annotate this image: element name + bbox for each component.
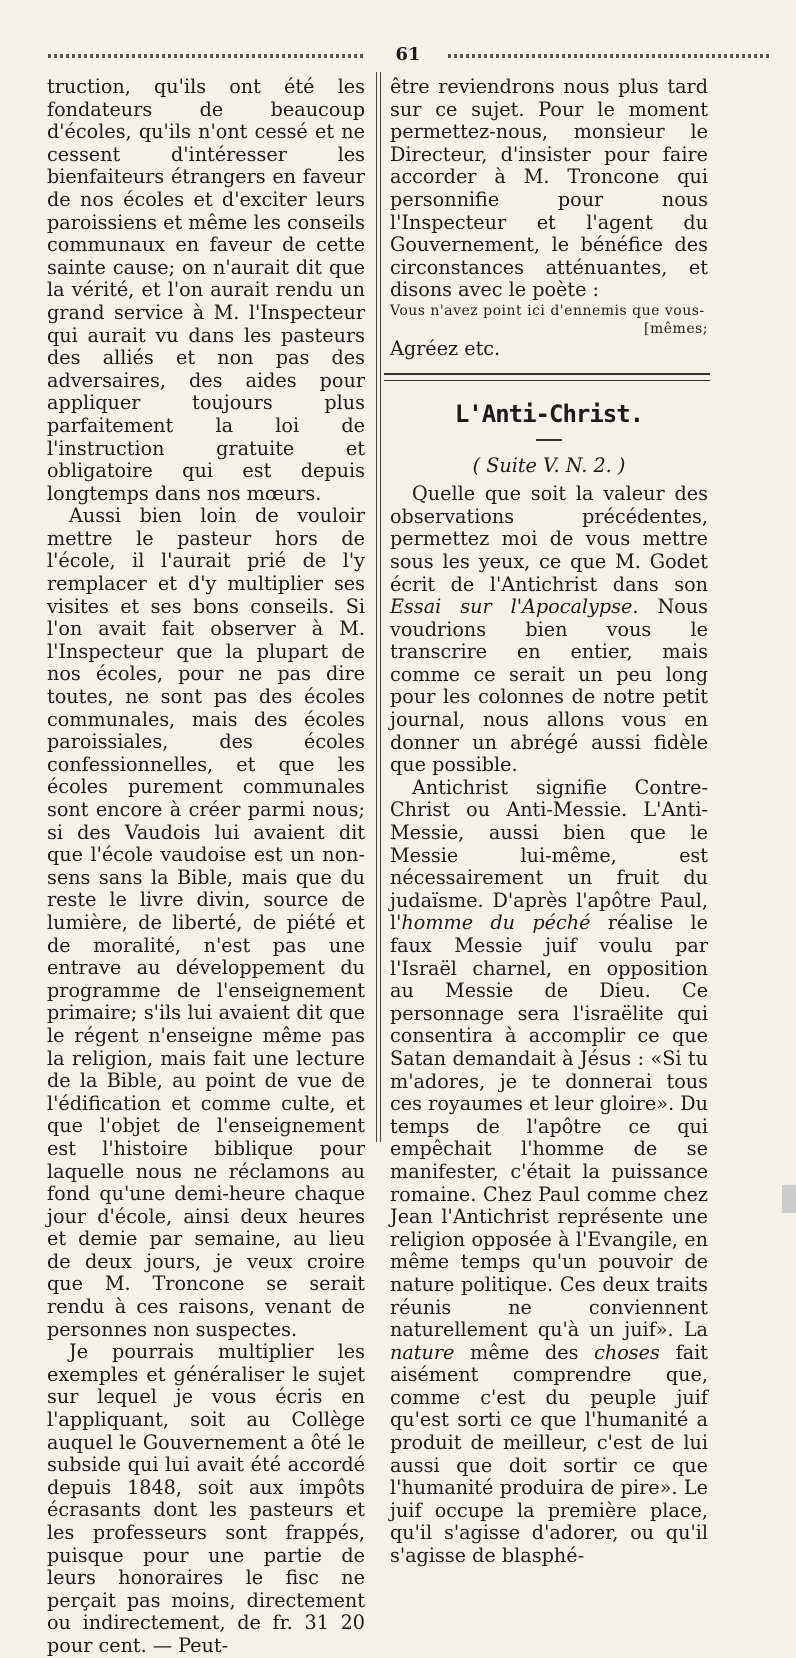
column-divider-second xyxy=(380,72,381,1142)
page-header xyxy=(48,44,770,68)
title-rule xyxy=(536,439,562,441)
article-p1-start: Quelle que soit la valeur des observations précédentes, permettez moi de vous mettre sous les yeux, ce que M. Godet écrit de l'Antichrist dans son xyxy=(390,482,708,596)
letter-closing: Agréez etc. xyxy=(390,336,501,360)
left-paragraph-3: Je pourrais multiplier les exemples et généraliser le sujet sur lequel je vous écris en l'appliquant, soit au Collège auquel le Gouvernement a ôté le subside qui lui avait été accordé depuis 1848, soit aux impôts écrasants dont les pasteurs et les professeurs sont frappés, puisque pour une partie de leurs honoraires le fisc ne perçait pas moins, directement ou indirectement, de fr. 31 20 pour cent. — Peut- xyxy=(47,1340,365,1657)
article-p1-end: . Nous voudrions bien vous le transcrire en entier, mais comme ce serait un peu long pour les colonnes de notre petit journal, nous allons vous en donner un abrégé aussi fidèle que possible. xyxy=(390,595,708,777)
letter-ending: être reviendrons nous plus tard sur ce sujet. Pour le moment permettez-nous, monsieur le Directeur, d'insister pour faire accorder à M. Troncone qui personnifie pour nous l'Inspecteur et l'agent du Gouvernement, le bénéfice des circonstances atténuantes, et disons avec le poète : xyxy=(390,75,708,302)
scan-edge xyxy=(782,1185,796,1213)
article-p2-italic-2: nature xyxy=(390,1340,455,1364)
article-subtitle: ( Suite V. N. 2. ) xyxy=(472,453,626,477)
section-separator xyxy=(384,373,710,381)
article-p2-italic-1: homme du péché xyxy=(401,911,591,935)
article-p2-a: Antichrist signifie Contre-Christ ou Anti-Messie. L'Anti-Messie, aussi bien que le Messie lui-même, est nécessairement un fruit du judaïsme. D'après l'apôtre Paul, l' xyxy=(390,775,708,935)
left-column xyxy=(47,76,365,1658)
article-title: L'Anti-Christ. xyxy=(454,399,644,428)
page-number: 61 xyxy=(395,44,421,65)
article-paragraph-2 xyxy=(390,777,708,1568)
left-paragraph-1: truction, qu'ils ont été les fondateurs de beaucoup d'écoles, qu'ils n'ont cessé et ne cessent d'intéresser les bienfaiteurs étrangers en faveur de nos écoles et d'exciter leurs paroissiens et même les conseils communaux en faveur de cette sainte cause; on n'aurait dit que la vérité, et l'on aurait rendu un grand service à M. l'Inspecteur qui aurait vu dans les pasteurs des alliés et non pas des adversaires, des aides pour appliquer toujours plus parfaitement la loi de l'instruction gratuite et obligatoire qui est depuis longtemps dans nos mœurs. xyxy=(47,75,365,505)
article-paragraph-1 xyxy=(390,483,708,777)
poet-quote-line: Vous n'avez point ici d'ennemis que vous- xyxy=(390,302,705,319)
article-p2-c: même des xyxy=(454,1340,595,1364)
header-ornament-right xyxy=(448,54,770,58)
book-title: Essai sur l'Apocalypse xyxy=(390,595,633,619)
left-paragraph-2: Aussi bien loin de vouloir mettre le pasteur hors de l'école, il l'aurait prié de l'y remplacer et d'y multiplier ses visites et ses bons conseils. Si l'on avait fait observer à M. l'Inspecteur que la plupart de nos écoles, pour ne pas dire toutes, ne sont pas des écoles communales, mais des écoles paroissiales, des écoles confessionnelles, et que les écoles purement communales sont encore à créer parmi nous; si des Vaudois lui avaient dit que l'école vaudoise est un non-sens sans la Bible, mais que du reste le livre divin, source de lumière, de liberté, de piété et de moralité, n'est pas une entrave au développement du programme de l'enseignement primaire; s'ils lui avaient dit que le régent n'enseigne même pas la religion, mais fait une lecture de la Bible, au point de vue de l'édification et comme culte, et que l'objet de l'enseignement est l'histoire biblique pour laquelle nous ne réclamons au fond qu'une demi-heure chaque jour d'école, ainsi deux heures et demie par semaine, au lieu de deux jours, je veux croire que M. Troncone se serait rendu à ces raisons, venant de personnes non suspectes. xyxy=(47,504,365,1341)
article-p2-b: réalise le faux Messie juif voulu par l'Israël charnel, en opposition au Messie de Dieu. Ce personnage sera l'israëlite qui consentira à accomplir ce que Satan demandait à Jésus : «Si tu m'adores, je te donnerai tous ces royaumes et leur gloire». Du temps de l'apôtre ce qui empêchait l'homme de se manifester, c'était la puissance romaine. Chez Paul comme chez Jean l'Antichrist représente une religion opposée à l'Evangile, en même temps qu'un pouvoir de nature politique. Ces deux traits réunis ne conviennent naturellement qu'à un juif». La xyxy=(390,911,708,1342)
right-column xyxy=(390,76,708,1568)
poet-quote xyxy=(390,302,708,338)
column-divider xyxy=(376,72,377,1142)
article-p2-italic-3: choses xyxy=(594,1340,660,1364)
poet-quote-end: [mêmes; xyxy=(644,320,708,337)
article-p2-d: fait aisément comprendre que, comme c'est du peuple juif qu'est sorti ce que l'humanité a produit de meilleur, c'est de lui aussi que doit sortir ce que l'humanité produira de pire». Le juif occupe la première place, qu'il s'agisse d'adorer, ou qu'il s'agisse de blasphé- xyxy=(390,1340,708,1568)
header-ornament-left xyxy=(48,54,366,58)
